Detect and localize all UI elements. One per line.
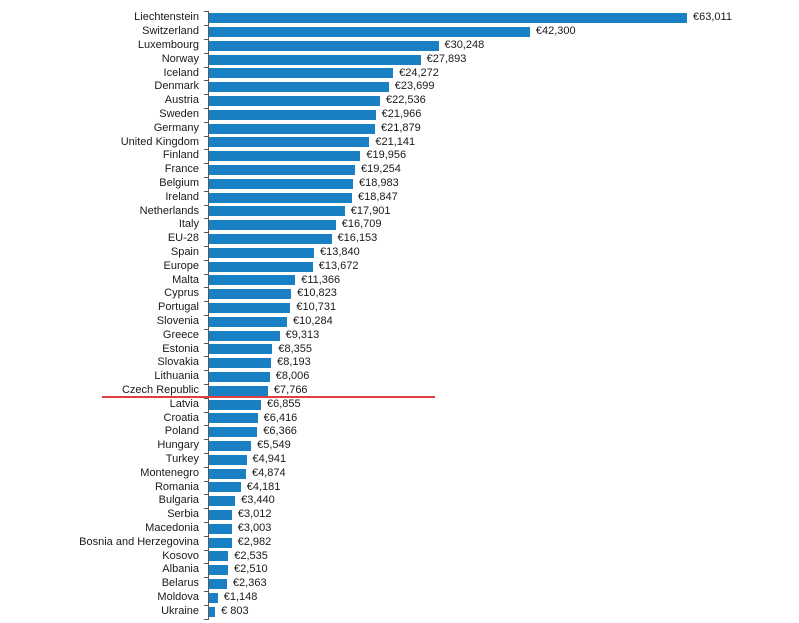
value-label: €2,535: [234, 549, 268, 562]
bar-row: [0, 356, 799, 370]
bar: [209, 469, 246, 479]
value-label: €19,254: [361, 163, 401, 176]
bar-row: [0, 177, 799, 191]
bar: [209, 303, 290, 313]
bar: [209, 510, 232, 520]
bar-row: [0, 260, 799, 274]
category-label: Spain: [170, 246, 199, 258]
value-label: €3,003: [237, 522, 272, 534]
bar-row: [0, 136, 799, 150]
bar-row: [0, 398, 799, 412]
bar: [209, 455, 247, 465]
bar-row: [0, 315, 799, 329]
category-label: Portugal: [158, 301, 199, 314]
category-label: Serbia: [167, 508, 199, 521]
bar: [209, 441, 251, 451]
value-label: €21,966: [381, 108, 422, 120]
category-label: Luxembourg: [137, 39, 199, 51]
value-label: €24,272: [399, 66, 439, 79]
bar-row: [0, 343, 799, 357]
bar: [209, 579, 227, 589]
category-label: Ukraine: [161, 604, 199, 617]
value-label: €9,313: [285, 328, 320, 341]
category-label: Greece: [162, 328, 199, 341]
bar-row: [0, 218, 799, 232]
bar: [209, 358, 271, 368]
category-label: Netherlands: [139, 204, 199, 217]
bar: [209, 13, 687, 23]
value-label: €19,956: [366, 149, 407, 162]
category-label: Iceland: [163, 66, 199, 79]
bar: [209, 607, 215, 617]
value-label: €4,181: [246, 480, 281, 493]
bar: [209, 538, 232, 548]
value-label: €2,510: [234, 563, 268, 576]
bar-row: [0, 467, 799, 481]
value-label: €17,901: [350, 204, 391, 217]
category-label: Switzerland: [142, 25, 199, 38]
value-label: €6,416: [263, 411, 298, 424]
bar: [209, 593, 218, 603]
category-label: Croatia: [163, 411, 199, 424]
value-label: €8,193: [277, 356, 311, 369]
axis-tick: [204, 619, 209, 620]
bar: [209, 262, 313, 272]
value-label: €4,874: [251, 466, 286, 479]
value-label: €1,148: [223, 591, 258, 603]
value-label: €2,363: [232, 577, 267, 590]
bar: [209, 179, 353, 189]
bar-row: [0, 481, 799, 495]
bar-row: [0, 591, 799, 605]
bar-row: [0, 329, 799, 343]
category-label: Lithuania: [154, 370, 199, 383]
bar: [209, 496, 235, 506]
category-label: Belarus: [161, 577, 199, 590]
value-label: €13,672: [318, 259, 359, 272]
value-label: €16,709: [341, 218, 382, 231]
value-label: €11,366: [301, 273, 341, 286]
bar-row: [0, 522, 799, 536]
category-label: Czech Republic: [121, 384, 199, 396]
bar-row: [0, 80, 799, 94]
bar-row: [0, 246, 799, 260]
bar: [209, 317, 287, 327]
category-label: Slovakia: [157, 356, 199, 369]
bar-row: [0, 605, 799, 619]
value-label: €63,011: [693, 11, 732, 24]
value-label: €3,440: [241, 494, 275, 507]
category-label: Poland: [164, 425, 199, 438]
value-label: € 803: [221, 604, 249, 617]
bar: [209, 248, 314, 258]
bar-row: [0, 439, 799, 453]
category-label: Bosnia and Herzegovina: [79, 535, 199, 548]
bar-row: [0, 425, 799, 439]
category-label: Albania: [162, 563, 199, 576]
bar: [209, 151, 360, 161]
category-label: France: [164, 163, 199, 176]
value-label: €7,766: [273, 384, 308, 396]
value-label: €3,012: [237, 508, 272, 521]
category-label: Europe: [163, 259, 199, 272]
value-label: €30,248: [444, 39, 485, 51]
category-label: Germany: [153, 121, 199, 134]
bar-row: [0, 122, 799, 136]
bar-row: [0, 11, 799, 25]
bar-row: [0, 577, 799, 591]
value-label: €21,141: [375, 135, 416, 148]
bar-row: [0, 67, 799, 81]
bar: [209, 386, 268, 396]
value-label: €22,536: [385, 94, 426, 107]
bar-row: [0, 232, 799, 246]
category-label: Liechtenstein: [134, 11, 199, 24]
value-label: €16,153: [337, 232, 378, 245]
bar: [209, 524, 232, 534]
bar: [209, 372, 270, 382]
value-label: €8,355: [278, 342, 313, 355]
category-label: Montenegro: [140, 466, 199, 479]
bar: [209, 96, 380, 106]
bar: [209, 234, 332, 244]
bar: [209, 55, 421, 65]
bar: [209, 275, 295, 285]
bar: [209, 413, 258, 423]
bar-row: [0, 25, 799, 39]
bar-row: [0, 191, 799, 205]
value-label: €2,982: [237, 535, 272, 548]
value-label: €13,840: [319, 246, 360, 258]
value-label: €10,731: [296, 301, 337, 314]
category-label: Italy: [178, 218, 199, 231]
category-label: EU-28: [167, 232, 199, 245]
bar-row: [0, 287, 799, 301]
category-label: Kosovo: [162, 549, 199, 562]
bar: [209, 400, 261, 410]
bar: [209, 124, 375, 134]
category-label: Estonia: [162, 342, 199, 355]
value-label: €42,300: [535, 25, 576, 38]
category-label: Macedonia: [145, 522, 199, 534]
value-label: €18,983: [359, 177, 399, 189]
category-label: Bulgaria: [158, 494, 199, 507]
bar-row: [0, 494, 799, 508]
bar-row: [0, 39, 799, 53]
category-label: Belgium: [159, 177, 199, 189]
category-label: Austria: [164, 94, 199, 107]
bar-row: [0, 301, 799, 315]
bar: [209, 27, 530, 37]
bar: [209, 137, 369, 147]
category-label: Cyprus: [164, 287, 199, 300]
category-label: Sweden: [159, 108, 199, 120]
bar: [209, 165, 355, 175]
bar-row: [0, 370, 799, 384]
category-label: Turkey: [165, 453, 199, 465]
category-label: Malta: [172, 273, 199, 286]
category-label: Denmark: [154, 80, 199, 93]
highlight-line: [102, 396, 435, 398]
bar-row: [0, 536, 799, 550]
category-label: Ireland: [165, 190, 199, 203]
bar: [209, 427, 257, 437]
value-label: €18,847: [357, 190, 398, 203]
bar-row: [0, 108, 799, 122]
value-label: €6,855: [267, 397, 301, 410]
value-label: €23,699: [394, 80, 435, 93]
bar: [209, 220, 336, 230]
bar-row: [0, 274, 799, 288]
category-label: Hungary: [157, 439, 199, 452]
value-label: €4,941: [252, 453, 287, 465]
bar-row: [0, 563, 799, 577]
bar: [209, 331, 280, 341]
bar: [209, 289, 291, 299]
bar: [209, 482, 241, 492]
bar-row: [0, 412, 799, 426]
bar-row: [0, 205, 799, 219]
bar-row: [0, 508, 799, 522]
category-label: Finland: [162, 149, 199, 162]
category-label: Moldova: [157, 591, 199, 603]
value-label: €6,366: [263, 425, 297, 438]
bar-row: [0, 453, 799, 467]
bar: [209, 206, 345, 216]
bar: [209, 82, 389, 92]
bar: [209, 110, 376, 120]
category-label: Slovenia: [156, 315, 199, 327]
value-label: €21,879: [380, 121, 421, 134]
value-label: €5,549: [257, 439, 291, 452]
bar-row: [0, 94, 799, 108]
category-label: Romania: [154, 480, 199, 493]
bar: [209, 41, 439, 51]
value-label: €8,006: [275, 370, 310, 383]
category-label: Norway: [161, 52, 199, 65]
bar: [209, 551, 228, 561]
bar: [209, 344, 272, 354]
value-label: €27,893: [426, 52, 467, 65]
value-label: €10,823: [297, 287, 337, 300]
bar: [209, 565, 228, 575]
category-label: United Kingdom: [120, 135, 199, 148]
bar: [209, 193, 352, 203]
value-label: €10,284: [293, 315, 333, 327]
bar-row: [0, 149, 799, 163]
category-label: Latvia: [169, 397, 199, 410]
bar-row: [0, 550, 799, 564]
bar: [209, 68, 393, 78]
bar-row: [0, 163, 799, 177]
bar-row: [0, 53, 799, 67]
